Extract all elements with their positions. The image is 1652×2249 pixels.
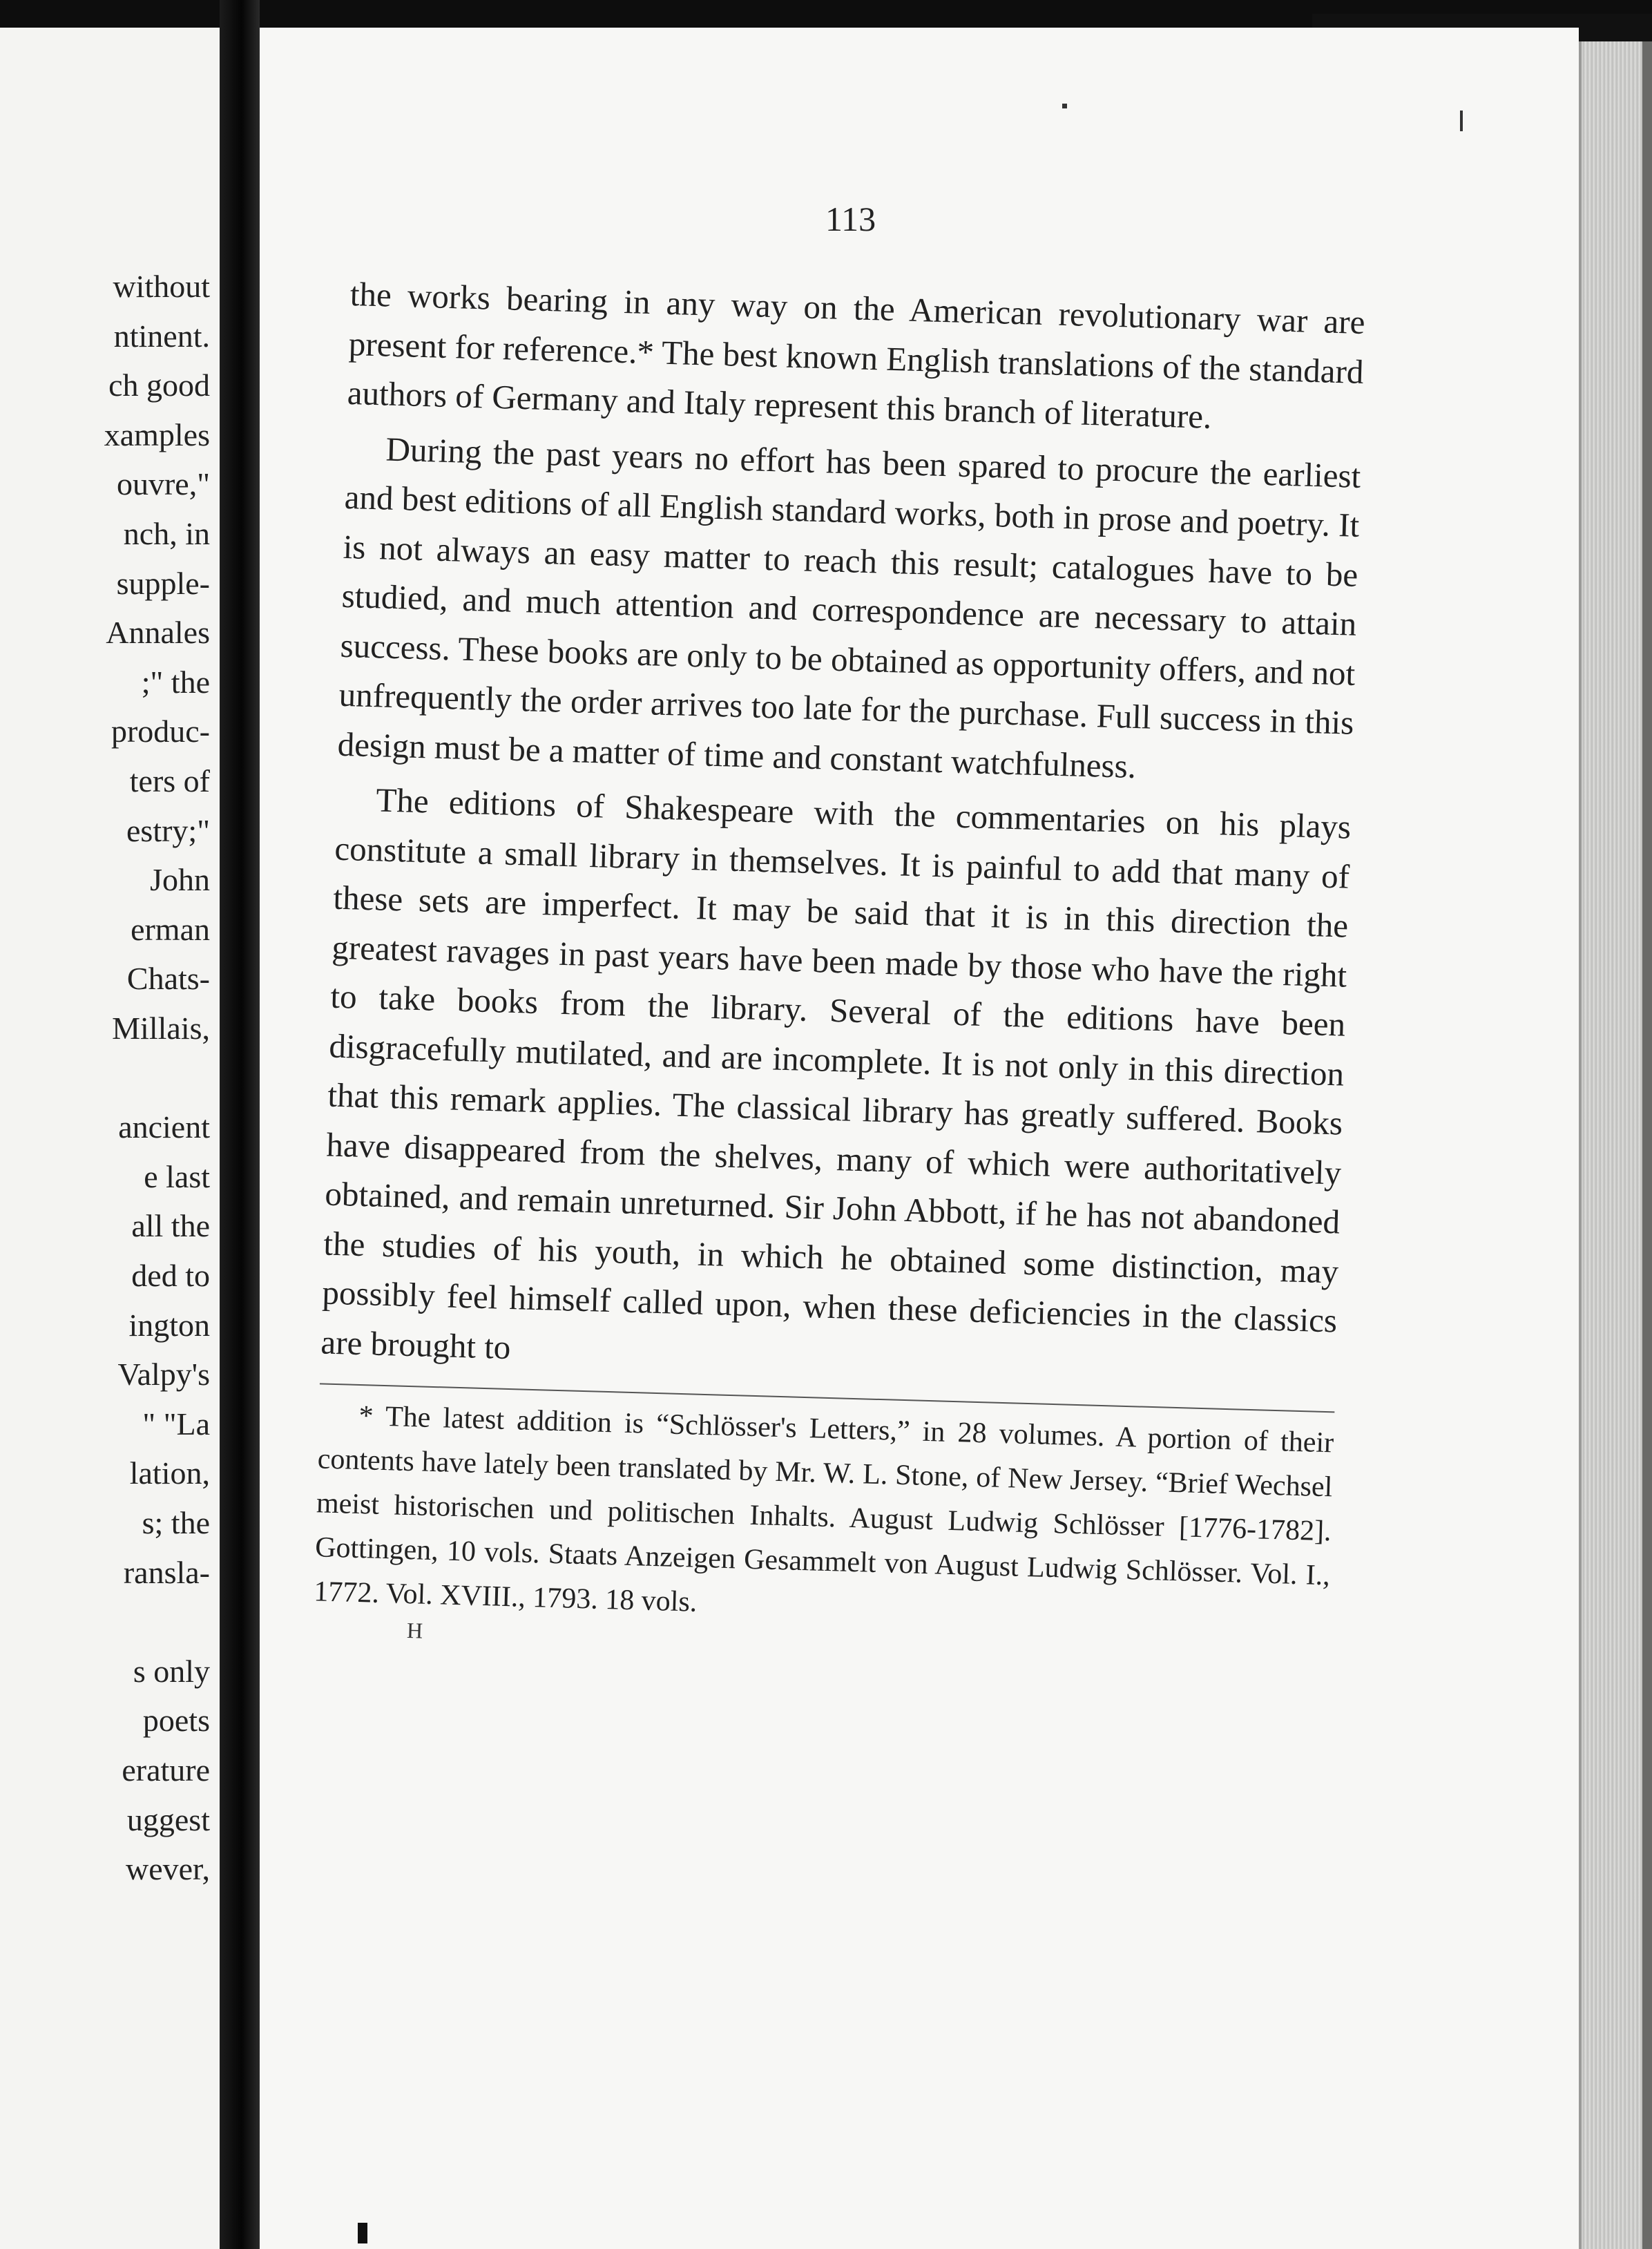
left-page-line: wever, bbox=[125, 1851, 210, 1887]
left-page-line: Chats- bbox=[126, 961, 210, 997]
page-number: 113 bbox=[825, 200, 876, 238]
paragraph-1: the works bearing in any way on the American revolutionary war are present for reference.* The best known English translations of the standard authors of Germany and Italy represent this branch of literature. bbox=[347, 274, 1366, 436]
left-page-line: erman bbox=[131, 911, 210, 947]
left-page-line: ancient bbox=[118, 1109, 210, 1145]
left-page-line: " "La bbox=[142, 1406, 210, 1442]
scan-speck bbox=[1460, 111, 1463, 131]
signature-mark: H bbox=[406, 1618, 423, 1643]
left-page-line: nch, in bbox=[123, 516, 210, 551]
page-body bbox=[313, 269, 1366, 1669]
left-page-line: ;" the bbox=[141, 664, 210, 700]
left-page-line: Valpy's bbox=[117, 1357, 210, 1393]
page-edges bbox=[1579, 41, 1652, 2249]
scan-speck bbox=[358, 2223, 367, 2243]
paragraph-2: During the past years no effort has been spared to procure the earliest and best editions of all English standard works, both in prose and poetry. It is not always an easy matter to reach this result; catalogues have to be studied, and much attention and correspondence are necessary to attain success. These books are only to be obtained as opportunity offers, and not unfrequently the order arrives too late for the purchase. Full success in this design must be a matter of time and constant watchfulness. bbox=[337, 430, 1361, 785]
left-page-line: ington bbox=[128, 1307, 210, 1343]
scan-speck bbox=[1062, 104, 1067, 108]
left-page-line: ouvre," bbox=[116, 466, 210, 502]
left-page-line: e last bbox=[144, 1158, 210, 1194]
left-page-line: supple- bbox=[116, 565, 210, 601]
left-page-line: produc- bbox=[111, 714, 210, 749]
left-page-line: ded to bbox=[131, 1258, 210, 1293]
footnote: * The latest addition is “Schlösser's Letters,” in 28 volumes. A portion of their contents have lately been translated by Mr. W. L. Stone, of New Jersey. “Brief Wechsel meist historischen und politischen Inhalts. August Ludwig Schlösser [1776-1782]. Gottingen, 10 vols. Staats Anzeigen Gesammelt von August Ludwig Schlösser. Vol. I., 1772. Vol. XVIII., 1793. 18 vols. bbox=[313, 1399, 1334, 1618]
page-edges-shadow bbox=[1642, 41, 1652, 2249]
book-gutter bbox=[220, 0, 260, 2249]
left-page-line: ch good bbox=[108, 367, 210, 403]
left-page-line: uggest bbox=[126, 1801, 210, 1837]
left-page-line: ntinent. bbox=[113, 318, 210, 354]
left-page-line: erature bbox=[122, 1752, 210, 1788]
left-page-line: poets bbox=[142, 1703, 210, 1739]
left-page-line: estry;" bbox=[126, 812, 210, 848]
left-page-line: ransla- bbox=[123, 1554, 210, 1590]
left-page-line: Annales bbox=[106, 615, 210, 651]
left-page-line: all the bbox=[131, 1208, 210, 1244]
left-page-line: s; the bbox=[142, 1505, 210, 1540]
paragraph-3: The editions of Shakespeare with the commentaries on his plays constitute a small library in themselves. It is painful to add that many of these sets are imperfect. It may be said that it is in this direction the greatest ravages in past years have been made by those who have the right to take books from the library. Several of the editions have been disgracefully mutilated, and are incomplete. It is not only in this direction that this remark applies. The classical library has greatly suffered. Books have disappeared from the shelves, many of which were authoritatively obtained, and remain unreturned. Sir John Abbott, if he has not abandoned the studies of his youth, in which he obtained some distinction, may possibly feel himself called upon, when these deficiencies in the classics are brought to bbox=[320, 781, 1352, 1366]
left-page-line: Millais, bbox=[112, 1011, 210, 1046]
left-page-line: lation, bbox=[129, 1455, 210, 1491]
left-facing-page bbox=[0, 28, 220, 2249]
left-page-line: s only bbox=[133, 1653, 210, 1689]
left-page-line: John bbox=[150, 862, 210, 898]
left-page-line: xamples bbox=[104, 417, 210, 452]
left-page-line: without bbox=[113, 269, 210, 304]
left-page-line: ters of bbox=[129, 763, 210, 798]
